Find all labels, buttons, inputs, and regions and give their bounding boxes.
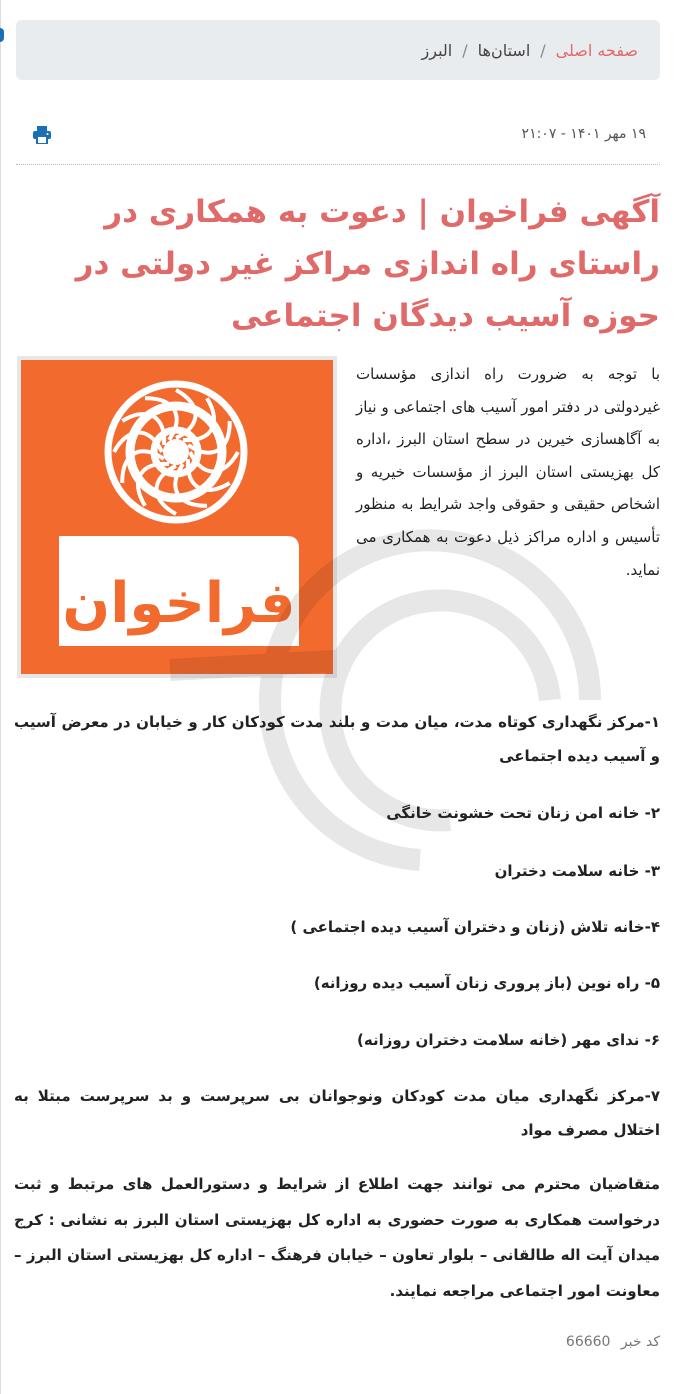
list-item: ۷-مرکز نگهداری میان مدت کودکان ونوجوانان بی سرپرست و بد سرپرست مبتلا به اختلال مصرف مواد: [14, 1087, 660, 1139]
announcement-banner-image: [17, 356, 337, 678]
list-item: ۶- ندای مهر (خانه سلامت دختران روزانه): [357, 1031, 660, 1049]
article-meta-row: [16, 120, 660, 165]
list-item: ۴-خانه تلاش (زنان و دختران آسیب دیده اجتماعی ): [290, 918, 660, 936]
breadcrumb-home-link[interactable]: صفحه اصلی: [555, 40, 638, 60]
list-item: ۳- خانه سلامت دختران: [494, 862, 660, 880]
news-code-label: کد خبر: [620, 1334, 660, 1350]
list-item: ۵- راه نوین (باز پروری زنان آسیب دیده روزانه): [313, 974, 660, 992]
page-edge-divider: [0, 0, 1, 1394]
rosette-logo-icon: [108, 384, 244, 520]
scroll-indicator[interactable]: [0, 28, 4, 42]
printer-icon[interactable]: [32, 126, 52, 144]
breadcrumb-provinces-link[interactable]: استان‌ها: [477, 40, 531, 60]
breadcrumb: [16, 20, 660, 80]
banner-text: فراخوان: [62, 571, 296, 636]
article-title: آگهی فراخوان | دعوت به همکاری در راستای راه اندازی مراکز غیر دولتی در حوزه آسیب دیدگان اجتماعی: [75, 194, 660, 334]
breadcrumb-separator: /: [462, 40, 468, 60]
publish-date: ۱۹ مهر ۱۴۰۱ - ۲۱:۰۷: [521, 126, 646, 142]
breadcrumb-current: البرز: [421, 40, 453, 60]
article-closing: متقاضیان محترم می توانند جهت اطلاع از شرایط و دستورالعمل های مرتبط و ثبت درخواست همکاری به صورت حضوری به اداره کل بهزیستی استان البرز به نشانی : کرج میدان آیت اله طالقانی – بلوار تعاون – خیابان فرهنگ – اداره کل بهزیستی استان البرز – معاونت امور اجتماعی مراجعه نمایند.: [14, 1175, 660, 1300]
list-item: ۲- خانه امن زنان تحت خشونت خانگی: [386, 804, 660, 822]
article-intro: با توجه به ضرورت راه اندازی مؤسسات غیردولتی در دفتر امور آسیب های اجتماعی و نیاز به آگاهسازی خیرین در سطح استان البرز ،اداره کل بهزیستی استان البرز از مؤسسات خیریه و اشخاص حقیقی و حقوقی واجد شرایط به منظور تأسیس و اداره مراکز ذیل دعوت به همکاری می نماید.: [356, 365, 660, 579]
breadcrumb-separator: /: [540, 40, 546, 60]
news-code: [566, 1334, 660, 1350]
list-item: ۱-مرکز نگهداری کوتاه مدت، میان مدت و بلند مدت کودکان کار و خیابان در معرض آسیب و آسیب دیده اجتماعی: [14, 713, 660, 765]
news-code-value: 66660: [565, 1334, 611, 1350]
